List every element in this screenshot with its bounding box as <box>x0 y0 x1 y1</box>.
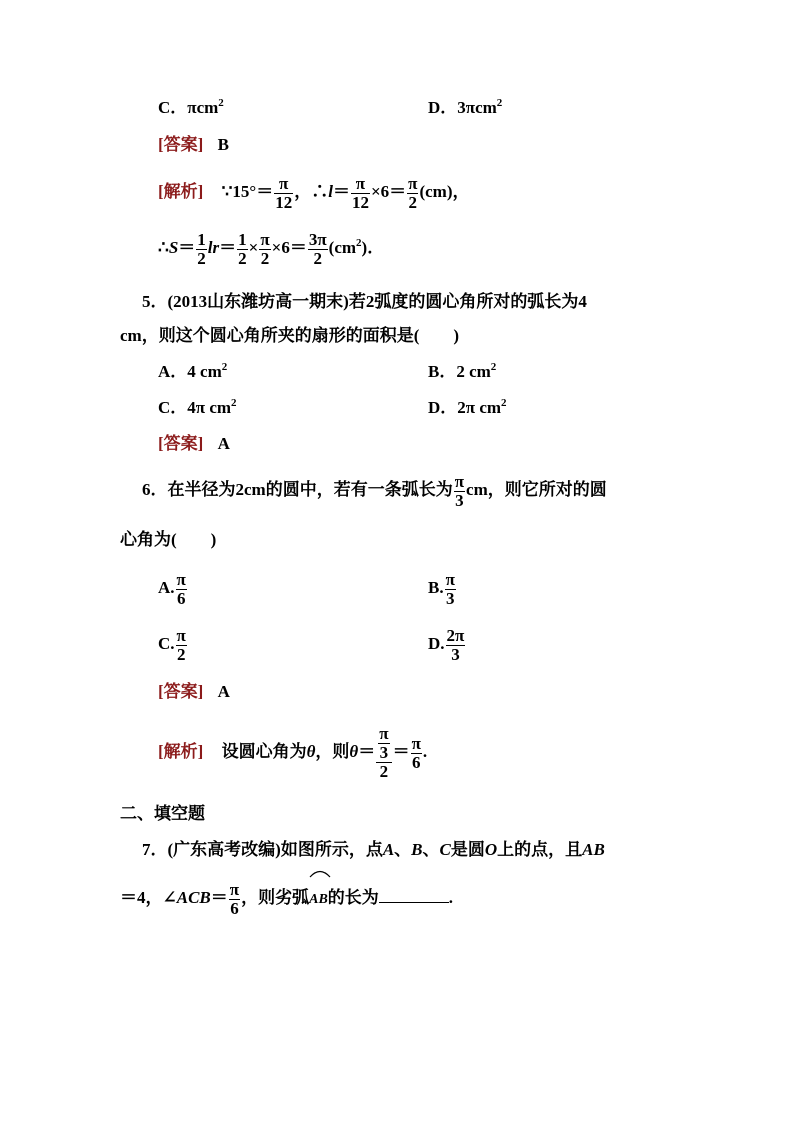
q7-stem-line-2: ＝4，∠ACB＝ $\frac{\pi}{6}$ ，则劣弧 AB的长为 . <box>120 876 453 922</box>
fraction: $\frac{\pi}{2}$ <box>176 625 186 664</box>
q6-stem-line-2: 心角为( ) <box>120 530 217 549</box>
q6-stem-line-1: 6．在半径为2cm的圆中，若有一条弧长为 $\frac{\pi}{3}$ cm，则它所对的圆 <box>142 471 607 510</box>
fraction: $\frac{\pi}{3}$ <box>379 724 389 763</box>
fraction: $\frac{3\pi}{2}$ <box>308 229 327 268</box>
choice-d: D．3πcm$^2$ <box>428 97 503 117</box>
answer-blank[interactable] <box>379 888 449 903</box>
fraction: $\frac{1}{2}$ <box>197 229 206 268</box>
fraction: $\frac{\pi}{3}$ <box>445 569 455 608</box>
q5-stem-line-2: cm，则这个圆心角所夹的扇形的面积是( ) <box>120 326 460 345</box>
answer-value: A <box>217 434 230 453</box>
q5-choice-d: D．2π $cm^2$ <box>428 397 507 417</box>
analysis-tag: [解析] <box>158 182 204 201</box>
q6-choice-c: C. $\frac{\pi}{2}$ <box>158 625 186 664</box>
fraction: $\frac{\pi}{2}$ <box>260 229 270 268</box>
q6-choice-d: D. $\frac{2\pi}{3}$ <box>428 625 465 664</box>
analysis-line-2: ∴S＝ $\frac{1}{2}$ lr＝ $\frac{1}{2}$ × $\frac{\pi}{2}$ ×6＝ $\frac{3\pi}{2}$ $(cm^2)$． <box>158 229 385 268</box>
fraction: $\frac{\pi}{6}$ <box>229 879 240 918</box>
q7-stem-line-1: 7．(广东高考改编)如图所示，点A、B、C是圆O上的点，且AB <box>142 840 605 859</box>
answer-value: A <box>217 682 230 701</box>
fraction: $\frac{\pi}{2}$ <box>408 173 418 212</box>
fraction: $\frac{\pi}{3}$ <box>454 471 465 510</box>
nested-fraction: $\frac{\frac{\pi}{3}}{2}$ <box>376 725 391 781</box>
fraction: $\frac{1}{2}$ <box>238 229 247 268</box>
fraction: $\frac{\pi}{6}$ <box>411 733 421 772</box>
arc-ab-symbol: AB <box>309 876 328 922</box>
q6-answer-line <box>158 682 230 702</box>
q5-choice-a: A．4 $cm^2$ <box>158 361 228 381</box>
arc-icon <box>308 868 332 878</box>
section-title: 二、填空题 <box>120 804 205 823</box>
answer-tag: [答案] <box>158 434 204 453</box>
choice-c: C．πcm$^2$ <box>158 97 224 117</box>
fraction: $\frac{\pi}{12}$ <box>351 173 369 212</box>
q5-stem-line-1: 5．(2013山东潍坊高一期末)若2弧度的圆心角所对的弧长为4 <box>142 292 587 311</box>
fraction: $\frac{\pi}{12}$ <box>275 173 293 212</box>
answer-tag: [答案] <box>158 135 204 154</box>
q6-choice-a: A. $\frac{\pi}{6}$ <box>158 569 186 608</box>
fraction: $\frac{\pi}{6}$ <box>176 569 186 608</box>
answer-value: B <box>217 135 229 154</box>
q6-choice-b: B. $\frac{\pi}{3}$ <box>428 569 455 608</box>
analysis-line-1: [解析] ∵15°＝ $\frac{\pi}{12}$ ，∴l＝ $\frac{\pi}{12}$ ×6＝ $\frac{\pi}{2}$ (cm)， <box>158 173 470 212</box>
answer-line <box>158 135 229 155</box>
fraction: $\frac{2\pi}{3}$ <box>446 625 465 664</box>
q5-choice-c: C．4π $cm^2$ <box>158 397 237 417</box>
analysis-tag: [解析] <box>158 742 204 761</box>
q5-choice-b: B．2 $cm^2$ <box>428 361 497 381</box>
q5-answer-line <box>158 434 230 454</box>
q6-analysis-line: [解析] 设圆心角为θ，则θ＝ $\frac{\frac{\pi}{3}}{2}$ ＝ $\frac{\pi}{6}$ . <box>158 724 428 782</box>
answer-tag: [答案] <box>158 682 204 701</box>
